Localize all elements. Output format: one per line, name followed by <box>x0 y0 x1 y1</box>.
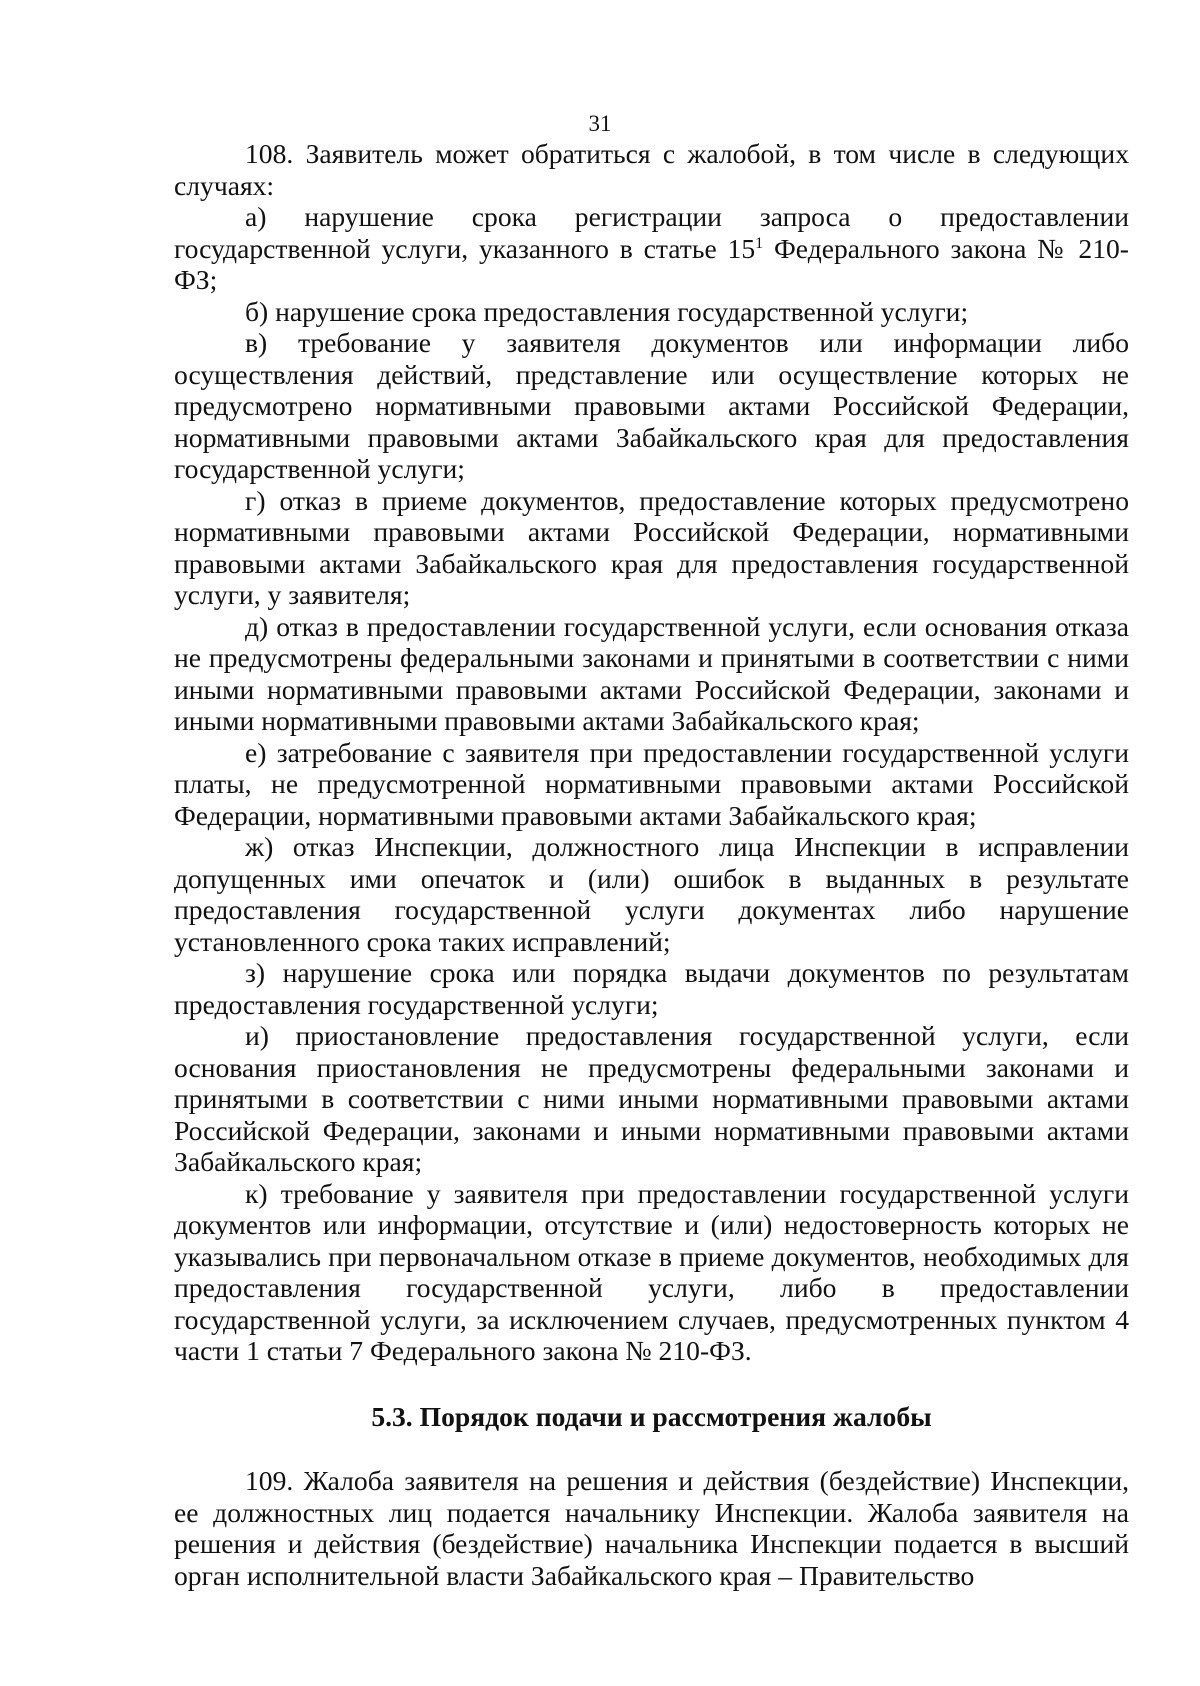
paragraph-108-item-k: к) требование у заявителя при предоставлении государственной услуги документов или информации, отсутствие и (или) недостоверность которых не указывались при первоначальном отказе в приеме документов, необходимых для предоставления государственной услуги, либо в предоставлении государственной услуги, за исключением случаев, предусмотренных пунктом 4 части 1 статьи 7 Федерального закона № 210-ФЗ. <box>174 1177 1129 1366</box>
paragraph-108-item-d: д) отказ в предоставлении государственной услуги, если основания отказа не предусмотрены федеральными законами и принятыми в соответствии с ними иными нормативными правовыми актами Российской Федерации, законами и иными нормативными правовыми актами Забайкальского края; <box>174 610 1129 736</box>
document-body <box>174 138 1129 1591</box>
item-a-superscript: 1 <box>755 234 764 252</box>
page-number: 31 <box>588 111 612 136</box>
paragraph-108-item-e: е) затребование с заявителя при предоставлении государственной услуги платы, не предусмотренной нормативными правовыми актами Российской Федерации, нормативными правовыми актами Забайкальского края; <box>174 736 1129 831</box>
paragraph-108-item-v: в) требование у заявителя документов или информации либо осуществления действий, представление или осуществление которых не предусмотрено нормативными правовыми актами Российской Федерации, нормативными правовыми актами Забайкальского края для предоставления государственной услуги; <box>174 327 1129 484</box>
paragraph-108-item-b: б) нарушение срока предоставления государственной услуги; <box>245 295 969 327</box>
paragraph-108-item-g: г) отказ в приеме документов, предоставление которых предусмотрено нормативными правовыми актами Российской Федерации, нормативными правовыми актами Забайкальского края для предоставления государственной услуги, у заявителя; <box>174 484 1129 610</box>
item-a-text-start: а) нарушение срока регистрации запроса о предоставлении государственной услуги, указанного в статье 15 <box>174 201 1129 264</box>
paragraph-108-item-z: з) нарушение срока или порядка выдачи документов по результатам предоставления государственной услуги; <box>174 957 1129 1020</box>
paragraph-108-item-a <box>174 201 1129 296</box>
section-heading: 5.3. Порядок подачи и рассмотрения жалобы <box>371 1400 932 1432</box>
paragraph-108-item-zh: ж) отказ Инспекции, должностного лица Инспекции в исправлении допущенных ими опечаток и (или) ошибок в выданных в результате предоставления государственной услуги документах либо нарушение установленного срока таких исправлений; <box>174 831 1129 957</box>
item-a-text-end: Федерального закона № 210-ФЗ; <box>174 232 1129 295</box>
paragraph-109: 109. Жалоба заявителя на решения и действия (бездействие) Инспекции, ее должностных лиц подается начальнику Инспекции. Жалоба заявителя на решения и действия (бездействие) начальника Инспекции подается в высший орган исполнительной власти Забайкальского края – Правительство <box>174 1465 1129 1591</box>
paragraph-108-intro: 108. Заявитель может обратиться с жалобой, в том числе в следующих случаях: <box>174 138 1129 201</box>
paragraph-108-item-i: и) приостановление предоставления государственной услуги, если основания приостановления не предусмотрены федеральными законами и принятыми в соответствии с ними иными нормативными правовыми актами Российской Федерации, законами и иными нормативными правовыми актами Забайкальского края; <box>174 1020 1129 1177</box>
